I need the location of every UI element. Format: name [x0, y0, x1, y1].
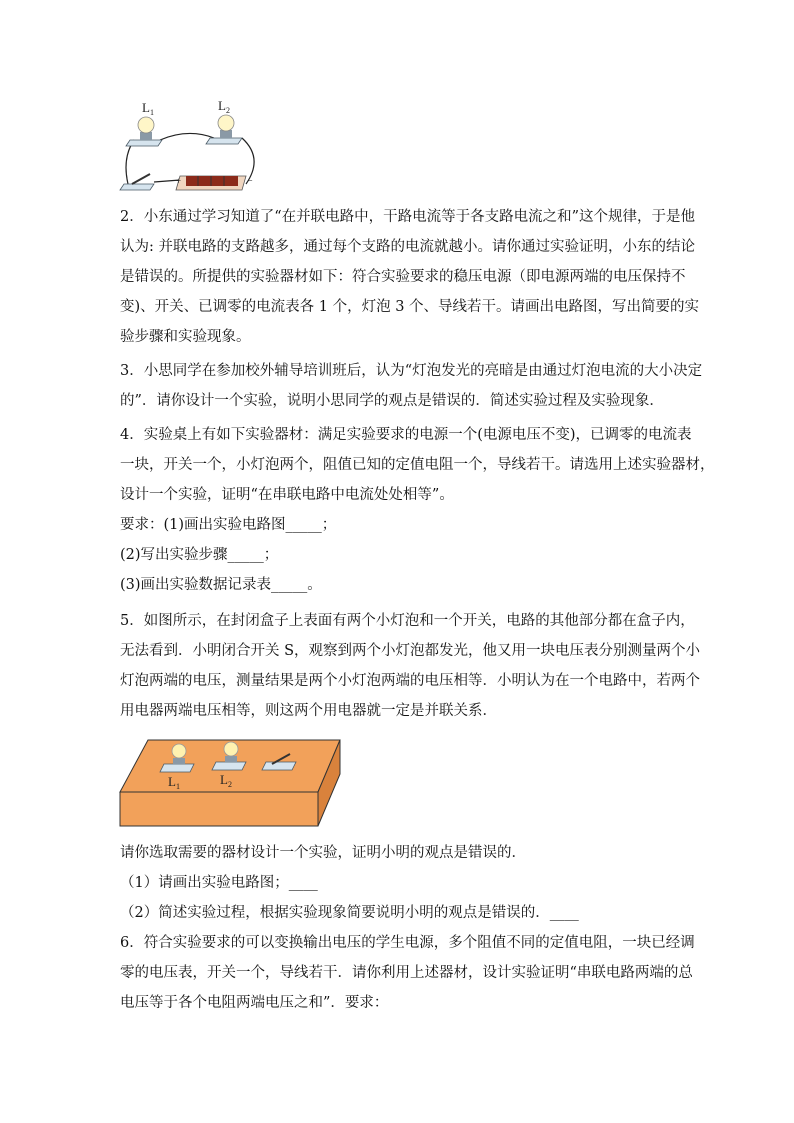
- question-3: [120, 356, 703, 416]
- question-2: [120, 202, 700, 352]
- bulb-l2-label: $L_2$: [220, 772, 232, 789]
- question-4: [120, 420, 715, 600]
- bulb-l2-label: $L_2$: [218, 98, 230, 115]
- question-5-line: 5．如图所示，在封闭盒子上表面有两个小灯泡和一个开关，电路的其他部分都在盒子内，: [120, 613, 695, 629]
- closed-box-figure: [118, 738, 344, 830]
- question-2-line: 是错误的。所提供的实验器材如下：符合实验要求的稳压电源（即电源两端的电压保持不: [120, 269, 686, 285]
- battery-icon: [176, 176, 246, 190]
- plus-terminal-label: +: [176, 176, 182, 186]
- question-6-line: 6．符合实验要求的可以变换输出电压的学生电源，多个阻值不同的定值电阻，一块已经调: [120, 935, 695, 951]
- question-2-line: 变)、开关、已调零的电流表各 1 个，灯泡 3 个、导线若干。请画出电路图，写出简要的实: [120, 299, 700, 315]
- question-5-line: 灯泡两端的电压，测量结果是两个小灯泡两端的电压相等．小明认为在一个电路中，若两个: [120, 673, 700, 689]
- question-4-line: 一块，开关一个，小灯泡两个，阻值已知的定值电阻一个，导线若干。请选用上述实验器材，: [120, 457, 715, 473]
- question-2-line: 认为: 并联电路的支路越多，通过每个支路的电流就越小。请你通过实验证明，小东的结论: [120, 239, 695, 255]
- question-5-subquestion: （1）请画出实验电路图；____: [120, 875, 318, 891]
- question-3-line: 3．小思同学在参加校外辅导培训班后，认为“灯泡发光的亮暗是由通过灯泡电流的大小决定: [120, 363, 703, 379]
- question-5-instruction: 请你选取需要的器材设计一个实验，证明小明的观点是错误的．: [120, 845, 526, 861]
- bulb-l1-label: $L_1$: [142, 100, 154, 117]
- question-4-line: 设计一个实验，证明“在串联电路中电流处处相等”。: [120, 487, 454, 503]
- question-4-requirement: 要求：(1)画出实验电路图_____；: [120, 517, 337, 533]
- question-4-requirement: (3)画出实验数据记录表_____。: [120, 577, 322, 593]
- bulb-l2: [206, 115, 242, 144]
- question-4-line: 4．实验桌上有如下实验器材：满足实验要求的电源一个(电源电压不变)，已调零的电流表: [120, 427, 692, 443]
- question-6-line: 零的电压表，开关一个，导线若干．请你利用上述器材，设计实验证明“串联电路两端的总: [120, 965, 693, 981]
- question-2-line: 验步骤和实验现象。: [120, 329, 251, 345]
- question-5-tasks: [120, 838, 675, 928]
- question-2-line: 2．小东通过学习知道了“在并联电路中，干路电流等于各支路电流之和”这个规律，于是他: [120, 209, 696, 225]
- question-5: [120, 606, 701, 726]
- question-3-line: 的”．请你设计一个实验，说明小思同学的观点是错误的．简述实验过程及实验现象．: [120, 393, 664, 409]
- question-5-line: 用电器两端电压相等，则这两个用电器就一定是并联关系．: [120, 703, 497, 719]
- bulb-l1: [126, 117, 162, 146]
- question-5-line: 无法看到．小明闭合开关 S，观察到两个小灯泡都发光，他又用一块电压表分别测量两个小: [120, 643, 701, 659]
- circuit-figure-1: [118, 98, 268, 194]
- question-4-requirement: (2)写出实验步骤_____；: [120, 547, 279, 563]
- question-6: [120, 928, 695, 1018]
- minus-terminal-label: −: [247, 176, 253, 187]
- bulb-l1-label: $L_1$: [168, 774, 180, 791]
- question-6-line: 电压等于各个电阻两端电压之和”．要求：: [120, 995, 389, 1011]
- question-5-subquestion: （2）简述实验过程，根据实验现象简要说明小明的观点是错误的．____: [120, 905, 579, 921]
- switch-icon: [120, 174, 154, 190]
